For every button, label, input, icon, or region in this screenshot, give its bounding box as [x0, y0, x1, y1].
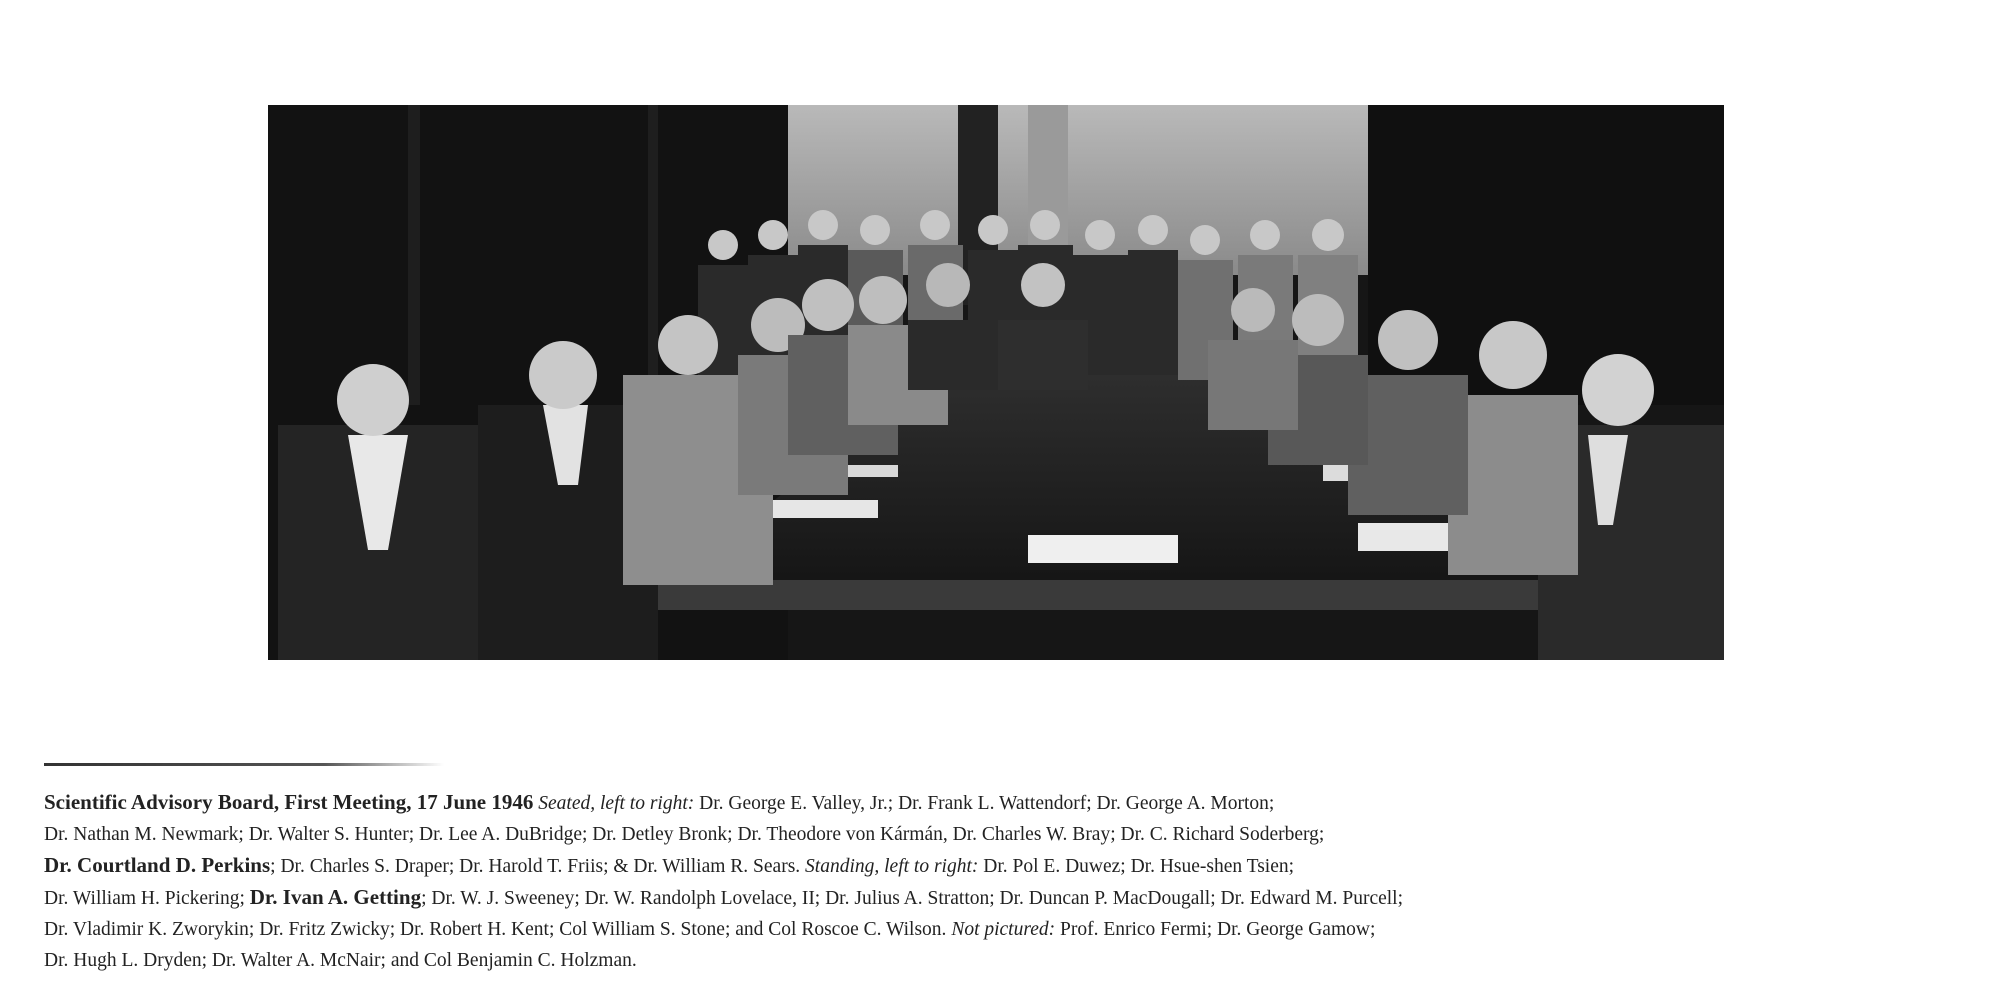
standing-names-2b: ; Dr. W. J. Sweeney; Dr. W. Randolph Lovelace, II; Dr. Julius A. Stratton; Dr. Duncan P. MacDougall; Dr. Edward M. Purcell; — [421, 888, 1404, 909]
standing-names-3: Dr. Vladimir K. Zworykin; Dr. Fritz Zwicky; Dr. Robert H. Kent; Col William S. Stone; and Col Roscoe C. Wilson. — [44, 919, 947, 940]
caption-line-3 — [44, 850, 1964, 882]
caption-title: Scientific Advisory Board, First Meeting, 17 June 1946 — [44, 790, 534, 814]
seated-names-1: Dr. George E. Valley, Jr.; Dr. Frank L. Wattendorf; Dr. George A. Morton; — [694, 793, 1275, 814]
caption-line-4 — [44, 882, 1964, 914]
standing-names-2a: Dr. William H. Pickering; — [44, 888, 250, 909]
caption-divider-rule — [44, 763, 444, 766]
not-pictured-names-2: Dr. Hugh L. Dryden; Dr. Walter A. McNair; and Col Benjamin C. Holzman. — [44, 950, 637, 971]
caption-line-1 — [44, 787, 1964, 819]
standing-label: Standing, left to right: — [805, 856, 979, 877]
meeting-photograph — [268, 105, 1724, 660]
seated-names-2: Dr. Nathan M. Newmark; Dr. Walter S. Hunter; Dr. Lee A. DuBridge; Dr. Detley Bronk; Dr. Theodore von Kármán, Dr. Charles W. Bray; Dr. C. Richard Soderberg; — [44, 824, 1325, 845]
not-pictured-names-1: Prof. Enrico Fermi; Dr. George Gamow; — [1055, 919, 1376, 940]
group-photo-illustration — [268, 105, 1724, 660]
not-pictured-label: Not pictured: — [951, 919, 1056, 940]
photo-caption — [44, 787, 1964, 976]
caption-line-6 — [44, 945, 1964, 976]
caption-line-5 — [44, 914, 1964, 945]
standing-names-1: Dr. Pol E. Duwez; Dr. Hsue-shen Tsien; — [978, 856, 1295, 877]
highlighted-name-perkins: Dr. Courtland D. Perkins — [44, 853, 271, 877]
highlighted-name-getting: Dr. Ivan A. Getting — [249, 885, 422, 909]
seated-names-3: ; Dr. Charles S. Draper; Dr. Harold T. Friis; & Dr. William R. Sears. — [270, 856, 801, 877]
caption-line-2 — [44, 819, 1964, 850]
seated-label: Seated, left to right: — [538, 793, 695, 814]
